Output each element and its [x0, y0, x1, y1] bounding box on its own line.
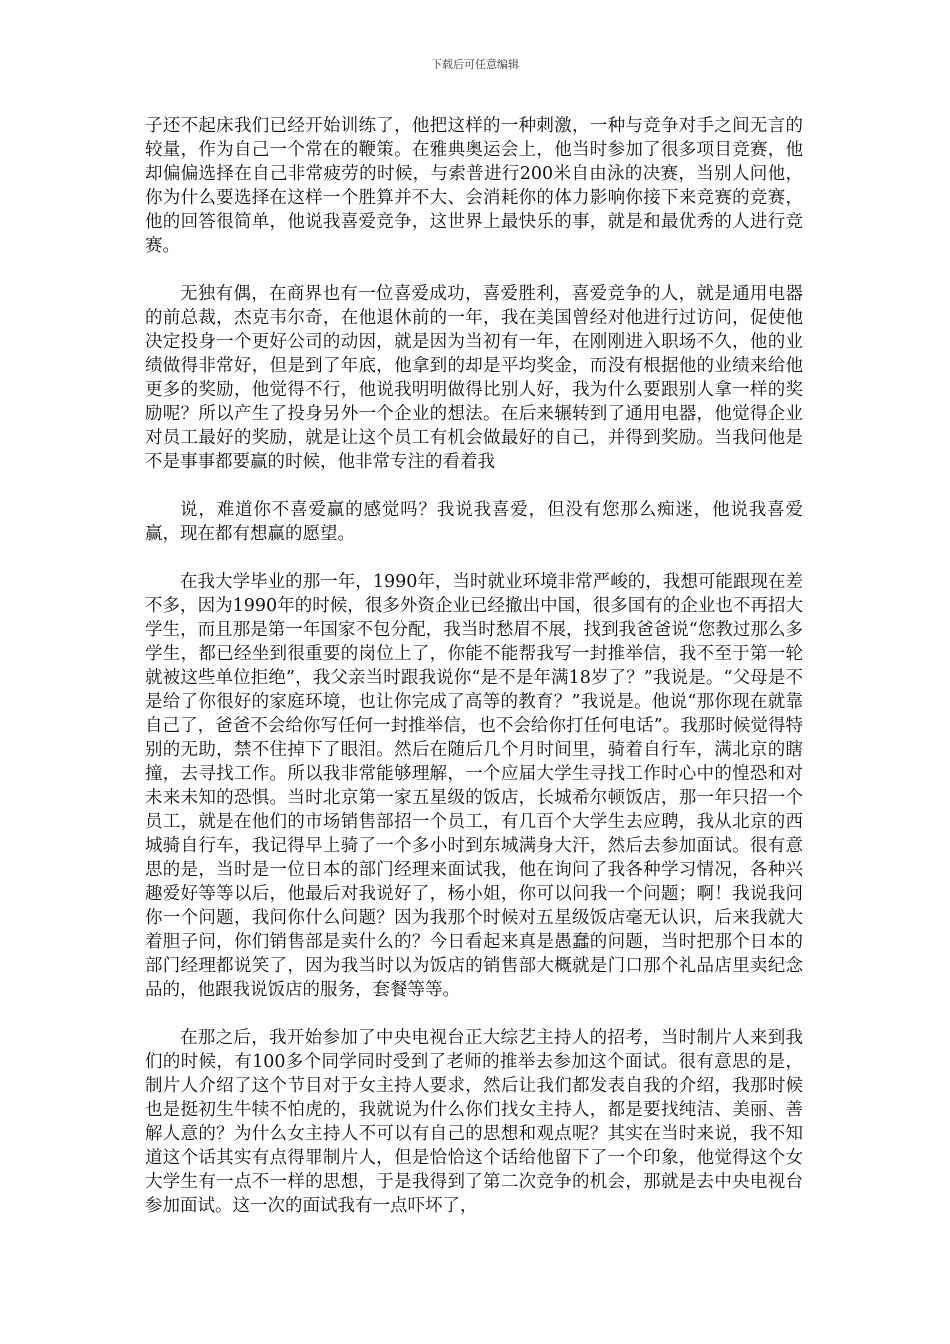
paragraph: 在那之后，我开始参加了中央电视台正大综艺主持人的招考，当时制片人来到我们的时候，有100多个同学同时受到了老师的推举去参加这个面试。很有意思的是，制片人介绍了这个节目对于女主持人要求，然后让我们都发表自我的介绍，我那时候也是挺初生牛犊不怕虎的，我就说为什么你们找女主持人，都是要找纯洁、美丽、善解人意的？为什么女主持人不可以有自己的思想和观点呢？其实在当时来说，我不知道这个话其实有点得罪制片人，但是恰恰这个话给他留下了一个印象，他觉得这个女大学生有一点不一样的思想，于是我得到了第二次竞争的机会，那就是去中央电视台参加面试。这一次的面试我有一点吓坏了，: [145, 1028, 803, 1216]
paragraph: 说，难道你不喜爱赢的感觉吗？我说我喜爱，但没有您那么痴迷，他说我喜爱赢，现在都有想赢的愿望。: [145, 500, 803, 544]
paragraph: 无独有偶，在商界也有一位喜爱成功，喜爱胜利，喜爱竞争的人，就是通用电器的前总裁，杰克韦尔奇，在他退休前的一年，我在美国曾经对他进行过访问，促使他决定投身一个更好公司的动因，就是因为当初有一年，在刚刚进入职场不久，他的业绩做得非常好，但是到了年底，他拿到的却是平均奖金，而没有根据他的业绩来给他更多的奖励，他觉得不行，他说我明明做得比别人好，我为什么要跟别人拿一样的奖励呢？所以产生了投身另外一个企业的想法。在后来辗转到了通用电器，他觉得企业对员工最好的奖励，就是让这个员工有机会做最好的自己，并得到奖励。当我问他是不是事事都要赢的时候，他非常专注的看着我: [145, 284, 803, 472]
document-body: [145, 114, 803, 1242]
page-header: 下载后可任意编辑: [431, 58, 519, 71]
paragraph: 子还不起床我们已经开始训练了，他把这样的一种刺激，一种与竞争对手之间无言的较量，作为自己一个常在的鞭策。在雅典奥运会上，他当时参加了很多项目竞赛，他却偏偏选择在自己非常疲劳的时候，与索普进行200米自由泳的决赛，当别人问他，你为什么要选择在这样一个胜算并不大、会消耗你的体力影响你接下来竞赛的竞赛，他的回答很简单，他说我喜爱竞争，这世界上最快乐的事，就是和最优秀的人进行竞赛。: [145, 116, 803, 256]
paragraph: 在我大学毕业的那一年，1990年，当时就业环境非常严峻的，我想可能跟现在差不多，因为1990年的时候，很多外资企业已经撤出中国，很多国有的企业也不再招大学生，而且那是第一年国家不包分配，我当时愁眉不展，找到我爸爸说“您教过那么多学生，都已经坐到很重要的岗位上了，你能不能帮我写一封推举信，我不至于第一轮就被这些单位拒绝”，我父亲当时跟我说你“是不是年满18岁了？”我说是。“父母是不是给了你很好的家庭环境，也让你完成了高等的教育？”我说是。他说“那你现在就靠自己了，爸爸不会给你写任何一封推举信，也不会给你打任何电话”。我那时候觉得特别的无助，禁不住掉下了眼泪。然后在随后几个月时间里，骑着自行车，满北京的瞎撞，去寻找工作。所以我非常能够理解，一个应届大学生寻找工作时心中的惶恐和对未来未知的恐惧。当时北京第一家五星级的饭店，长城希尔顿饭店，那一年只招一个员工，就是在他们的市场销售部招一个员工，有几百个大学生去应聘，我从北京的西城骑自行车，我记得早上骑了一个多小时到东城满身大汗，然后去参加面试。很有意思的是，当时是一位日本的部门经理来面试我，他在询问了我各种学习情况，各种兴趣爱好等等以后，他最后对我说好了，杨小姐，你可以问我一个问题；啊！我说我问你一个问题，我问你什么问题？因为我那个时候对五星级饭店毫无认识，后来我就大着胆子问，你们销售部是卖什么的？今日看起来真是愚蠢的问题，当时把那个日本的部门经理都说笑了，因为我当时以为饭店的销售部大概就是门口那个礼品店里卖纪念品的，他跟我说饭店的服务，套餐等等。: [145, 572, 803, 1000]
